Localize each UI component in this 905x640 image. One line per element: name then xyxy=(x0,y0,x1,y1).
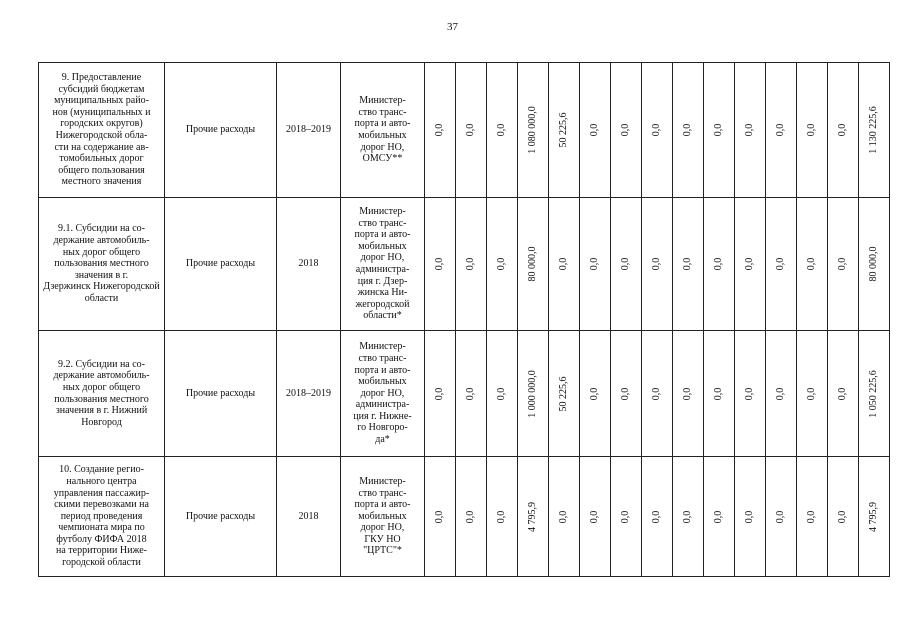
measure-name-line: городских округов) xyxy=(60,118,143,130)
measure-name-line: пользования местного xyxy=(54,393,149,405)
value-cell xyxy=(797,63,828,198)
value-text: 0,0 xyxy=(775,257,787,271)
period: 2018–2019 xyxy=(277,331,341,457)
value-text: 50 225,6 xyxy=(558,376,570,411)
measure-name xyxy=(39,198,165,331)
value-text: 0,0 xyxy=(496,257,508,271)
expense-type: Прочие расходы xyxy=(165,331,277,457)
value-text: 0,0 xyxy=(589,387,601,400)
table-row xyxy=(39,331,890,457)
executor-line: порта и авто- xyxy=(354,364,411,376)
value-text: 0,0 xyxy=(651,387,663,400)
executor-line: жинска Ни- xyxy=(357,287,408,299)
executor xyxy=(341,198,425,331)
executor-line: "ЦРТС"* xyxy=(363,545,402,557)
value-cell xyxy=(797,457,828,577)
value-text: 0,0 xyxy=(713,510,725,523)
value-cell xyxy=(642,198,673,331)
executor-line: администра- xyxy=(355,399,410,411)
value-cell xyxy=(673,331,704,457)
measure-name-line: Нижегородской обла- xyxy=(55,130,148,141)
measure-name-line: ных дорог общего xyxy=(62,246,141,258)
value-cell xyxy=(487,457,518,577)
executor-line: ция г. Нижне- xyxy=(353,410,412,422)
table-row xyxy=(39,63,890,198)
executor-line: дорог НО, xyxy=(360,387,405,399)
measure-name-line: томобильных дорог xyxy=(59,153,144,165)
value-text: 0,0 xyxy=(806,123,818,137)
value-cell xyxy=(642,457,673,577)
value-cell xyxy=(425,457,456,577)
value-cell xyxy=(859,63,890,198)
value-text: 0,0 xyxy=(496,123,508,137)
value-text: 1 130 225,6 xyxy=(868,106,880,154)
value-cell xyxy=(487,63,518,198)
value-cell xyxy=(611,63,642,198)
executor-line: дорог НО, xyxy=(360,522,405,534)
value-text: 0,0 xyxy=(682,387,694,400)
executor-line: жегородской xyxy=(355,298,410,310)
executor-line: Министер- xyxy=(359,475,406,487)
measure-name-line: нов (муниципальных и xyxy=(52,106,151,118)
measure-name-line: значения в г. xyxy=(74,269,129,281)
measure-name-line: 9.1. Субсидии на со- xyxy=(57,223,146,235)
value-text: 0,0 xyxy=(620,510,632,523)
executor-line: мобильных xyxy=(358,510,407,522)
value-text: 0,0 xyxy=(434,123,446,137)
measure-name-line: ных дорог общего xyxy=(62,381,141,393)
value-text: 0,0 xyxy=(806,257,818,271)
executor-line: Министер- xyxy=(359,206,406,218)
value-cell xyxy=(735,198,766,331)
executor-line: порта и авто- xyxy=(354,499,411,511)
value-cell xyxy=(549,198,580,331)
value-text: 0,0 xyxy=(806,387,818,400)
value-cell xyxy=(828,331,859,457)
measure-name-line: чемпионата мира по xyxy=(58,522,145,534)
measure-name-line: скими перевозками на xyxy=(54,499,149,511)
expense-type: Прочие расходы xyxy=(165,63,277,198)
measure-name-line: области xyxy=(84,292,119,304)
value-cell xyxy=(704,63,735,198)
expense-type: Прочие расходы xyxy=(165,457,277,577)
value-cell xyxy=(704,331,735,457)
measure-name-line: общего пользования xyxy=(58,164,145,176)
value-text: 0,0 xyxy=(558,510,570,523)
value-text: 0,0 xyxy=(744,257,756,271)
value-cell xyxy=(456,457,487,577)
executor-line: ство транс- xyxy=(358,352,407,364)
value-cell xyxy=(735,331,766,457)
value-cell xyxy=(487,198,518,331)
measure-name-line: на территории Ниже- xyxy=(55,545,147,557)
measure-name-line: держание автомобиль- xyxy=(53,370,150,382)
measure-name-line: управления пассажир- xyxy=(53,487,150,499)
value-cell xyxy=(828,63,859,198)
executor-line: да* xyxy=(375,434,390,446)
value-text: 0,0 xyxy=(434,387,446,400)
value-cell xyxy=(766,198,797,331)
measure-name xyxy=(39,63,165,198)
table-row xyxy=(39,457,890,577)
measure-name-line: период проведения xyxy=(60,510,143,522)
executor-line: ство транс- xyxy=(358,487,407,499)
value-text: 1 080 000,0 xyxy=(527,106,539,154)
measure-name-line: футболу ФИФА 2018 xyxy=(56,533,147,545)
value-text: 50 225,6 xyxy=(558,112,570,148)
value-text: 0,0 xyxy=(620,257,632,271)
value-text: 0,0 xyxy=(434,510,446,523)
budget-table xyxy=(38,62,890,577)
value-text: 0,0 xyxy=(713,387,725,400)
executor-line: ция г. Дзер- xyxy=(357,275,408,287)
executor-line: мобильных xyxy=(358,130,407,141)
executor xyxy=(341,331,425,457)
value-text: 4 795,9 xyxy=(527,501,539,532)
executor-line: порта и авто- xyxy=(354,118,411,130)
value-cell xyxy=(549,331,580,457)
executor-line: Министер- xyxy=(359,95,406,107)
value-cell xyxy=(859,331,890,457)
executor-line: ство транс- xyxy=(358,106,407,118)
value-text: 4 795,9 xyxy=(868,501,880,532)
value-text: 0,0 xyxy=(806,510,818,523)
measure-name-line: местного значения xyxy=(61,176,142,188)
value-text: 0,0 xyxy=(651,123,663,137)
value-cell xyxy=(611,198,642,331)
value-text: 0,0 xyxy=(496,387,508,400)
value-cell xyxy=(673,198,704,331)
value-text: 0,0 xyxy=(465,257,477,271)
value-cell xyxy=(735,63,766,198)
value-cell xyxy=(828,457,859,577)
measure-name-line: значения в г. Нижний xyxy=(55,405,148,417)
executor-line: ГКУ НО xyxy=(364,533,401,545)
value-text: 0,0 xyxy=(589,257,601,271)
value-cell xyxy=(611,331,642,457)
value-cell xyxy=(425,63,456,198)
executor-line: ство транс- xyxy=(358,217,407,229)
value-cell xyxy=(797,331,828,457)
executor-line: мобильных xyxy=(358,376,407,388)
value-cell xyxy=(518,63,549,198)
executor-line: дорог НО, xyxy=(360,141,405,153)
value-cell xyxy=(766,331,797,457)
measure-name-line: нального центра xyxy=(66,475,137,487)
value-text: 0,0 xyxy=(744,510,756,523)
value-cell xyxy=(456,63,487,198)
value-cell xyxy=(580,63,611,198)
executor xyxy=(341,63,425,198)
measure-name-line: муниципальных райо- xyxy=(54,95,149,107)
measure-name-line: пользования местного xyxy=(54,258,149,270)
measure-name-line: 9. Предоставление xyxy=(61,72,142,84)
measure-name-line: городской области xyxy=(62,557,141,569)
value-text: 0,0 xyxy=(775,387,787,400)
value-text: 0,0 xyxy=(589,510,601,523)
value-text: 80 000,0 xyxy=(868,246,880,282)
measure-name-line: 10. Создание регио- xyxy=(59,464,144,476)
value-cell xyxy=(456,198,487,331)
value-cell xyxy=(673,63,704,198)
executor-line: области* xyxy=(363,310,402,322)
value-cell xyxy=(859,457,890,577)
executor xyxy=(341,457,425,577)
period: 2018–2019 xyxy=(277,63,341,198)
executor-line: ОМСУ** xyxy=(362,153,403,165)
value-text: 0,0 xyxy=(744,387,756,400)
measure-name-line: Новгород xyxy=(81,416,122,428)
value-cell xyxy=(518,457,549,577)
value-text: 1 000 000,0 xyxy=(527,369,539,418)
period: 2018 xyxy=(277,198,341,331)
value-cell xyxy=(487,331,518,457)
value-text: 0,0 xyxy=(465,387,477,400)
value-cell xyxy=(704,198,735,331)
value-text: 0,0 xyxy=(465,123,477,137)
executor-line: мобильных xyxy=(358,240,407,252)
value-text: 0,0 xyxy=(558,257,570,271)
page-number: 37 xyxy=(447,21,458,33)
value-cell xyxy=(549,63,580,198)
value-text: 0,0 xyxy=(775,510,787,523)
value-text: 0,0 xyxy=(589,123,601,137)
value-cell xyxy=(766,63,797,198)
measure-name xyxy=(39,331,165,457)
value-cell xyxy=(549,457,580,577)
value-text: 1 050 225,6 xyxy=(868,369,880,418)
value-text: 0,0 xyxy=(744,123,756,137)
value-text: 0,0 xyxy=(682,123,694,137)
executor-line: го Новгоро- xyxy=(357,422,408,434)
value-text: 0,0 xyxy=(682,510,694,523)
value-text: 80 000,0 xyxy=(527,246,539,282)
value-cell xyxy=(456,331,487,457)
measure-name xyxy=(39,457,165,577)
period: 2018 xyxy=(277,457,341,577)
value-cell xyxy=(859,198,890,331)
value-cell xyxy=(518,331,549,457)
measure-name-line: Дзержинск Нижегородской xyxy=(43,281,160,293)
measure-name-line: субсидий бюджетам xyxy=(58,83,145,95)
measure-name-line: 9.2. Субсидии на со- xyxy=(57,358,146,370)
value-text: 0,0 xyxy=(651,257,663,271)
value-cell xyxy=(735,457,766,577)
value-cell xyxy=(797,198,828,331)
value-text: 0,0 xyxy=(713,257,725,271)
value-cell xyxy=(704,457,735,577)
value-text: 0,0 xyxy=(837,257,849,271)
value-text: 0,0 xyxy=(837,123,849,137)
executor-line: порта и авто- xyxy=(354,229,411,241)
expense-type: Прочие расходы xyxy=(165,198,277,331)
value-cell xyxy=(580,457,611,577)
value-cell xyxy=(425,198,456,331)
table-row xyxy=(39,198,890,331)
value-cell xyxy=(642,63,673,198)
value-cell xyxy=(580,331,611,457)
measure-name-line: держание автомобиль- xyxy=(53,235,150,247)
value-cell xyxy=(642,331,673,457)
value-cell xyxy=(580,198,611,331)
executor-line: администра- xyxy=(355,264,410,275)
measure-name-line: сти на содержание ав- xyxy=(54,141,149,153)
value-text: 0,0 xyxy=(837,510,849,523)
value-text: 0,0 xyxy=(496,510,508,523)
value-text: 0,0 xyxy=(651,510,663,523)
value-cell xyxy=(518,198,549,331)
value-cell xyxy=(828,198,859,331)
value-cell xyxy=(425,331,456,457)
value-text: 0,0 xyxy=(837,387,849,400)
value-text: 0,0 xyxy=(713,123,725,137)
executor-line: дорог НО, xyxy=(360,252,405,264)
executor-line: Министер- xyxy=(359,341,406,353)
value-cell xyxy=(673,457,704,577)
value-text: 0,0 xyxy=(620,387,632,400)
value-text: 0,0 xyxy=(434,257,446,271)
value-cell xyxy=(611,457,642,577)
value-text: 0,0 xyxy=(465,510,477,523)
value-text: 0,0 xyxy=(775,123,787,137)
value-text: 0,0 xyxy=(682,257,694,271)
value-cell xyxy=(766,457,797,577)
value-text: 0,0 xyxy=(620,123,632,137)
